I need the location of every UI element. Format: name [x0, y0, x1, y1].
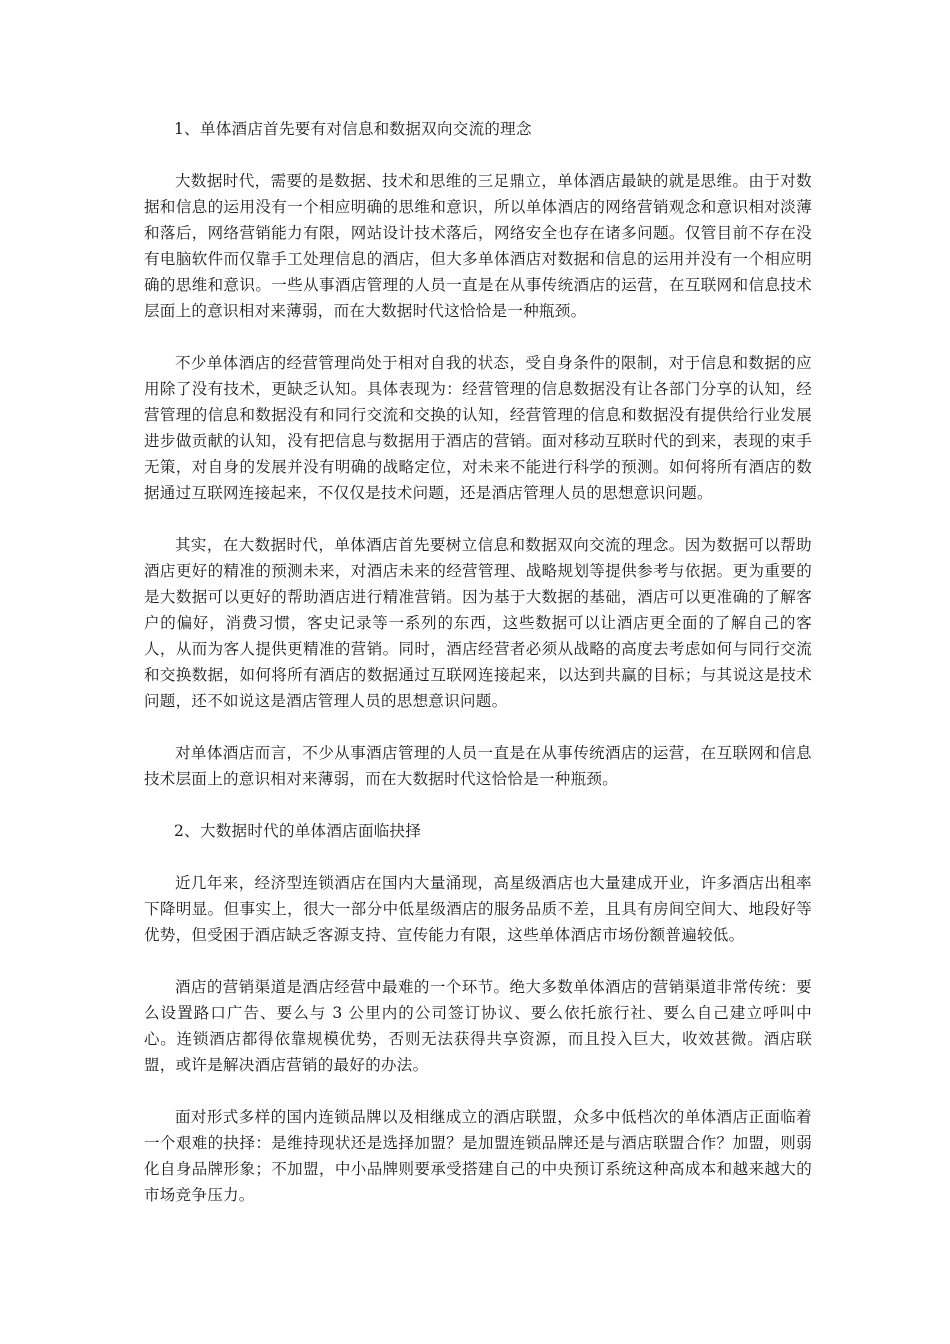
spacer	[144, 142, 812, 168]
paragraph-6: 酒店的营销渠道是酒店经营中最难的一个环节。绝大多数单体酒店的营销渠道非常传统：要么设置路口广告、要么与 3 公里内的公司签订协议、要么依托旅行社、要么自己建立呼叫中心。连锁酒店都得依靠规模优势，否则无法获得共享资源，而且投入巨大，收效甚微。酒店联盟，或许是解决酒店营销的最好的办法。	[144, 978, 812, 1074]
paragraph-5: 近几年来，经济型连锁酒店在国内大量涌现，高星级酒店也大量建成开业，许多酒店出租率下降明显。但事实上，很大一部分中低星级酒店的服务品质不差，且具有房间空间大、地段好等优势，但受困于酒店缺乏客源支持、宣传能力有限，这些单体酒店市场份额普遍较低。	[144, 874, 812, 944]
spacer	[144, 844, 812, 870]
spacer	[144, 1078, 812, 1104]
spacer	[144, 948, 812, 974]
spacer	[144, 714, 812, 740]
paragraph-2: 不少单体酒店的经营管理尚处于相对自我的状态，受自身条件的限制，对于信息和数据的应用除了没有技术，更缺乏认知。具体表现为：经营管理的信息数据没有让各部门分享的认知，经营管理的信息和数据没有和同行交流和交换的认知，经营管理的信息和数据没有提供给行业发展进步做贡献的认知，没有把信息与数据用于酒店的营销。面对移动互联时代的到来，表现的束手无策，对自身的发展并没有明确的战略定位，对未来不能进行科学的预测。如何将所有酒店的数据通过互联网连接起来，不仅仅是技术问题，还是酒店管理人员的思想意识问题。	[144, 354, 812, 502]
paragraph-1: 大数据时代，需要的是数据、技术和思维的三足鼎立，单体酒店最缺的就是思维。由于对数据和信息的运用没有一个相应明确的思维和意识，所以单体酒店的网络营销观念和意识相对淡薄和落后，网络营销能力有限，网站设计技术落后，网络安全也存在诸多问题。仅管目前不存在没有电脑软件而仅靠手工处理信息的酒店，但大多单体酒店对数据和信息的运用并没有一个相应明确的思维和意识。一些从事酒店管理的人员一直是在从事传统酒店的运营，在互联网和信息技术层面上的意识相对来薄弱，而在大数据时代这恰恰是一种瓶颈。	[144, 172, 812, 320]
section-heading-1: 1、单体酒店首先要有对信息和数据双向交流的理念	[174, 120, 532, 138]
paragraph-3: 其实，在大数据时代，单体酒店首先要树立信息和数据双向交流的理念。因为数据可以帮助酒店更好的精准的预测未来，对酒店未来的经营管理、战略规划等提供参考与依据。更为重要的是大数据可以更好的帮助酒店进行精准营销。因为基于大数据的基础，酒店可以更准确的了解客户的偏好，消费习惯，客史记录等一系列的东西，这些数据可以让酒店更全面的了解自己的客人，从而为客人提供更精准的营销。同时，酒店经营者必须从战略的高度去考虑如何与同行交流和交换数据，如何将所有酒店的数据通过互联网连接起来，以达到共赢的目标；与其说这是技术问题，还不如说这是酒店管理人员的思想意识问题。	[144, 536, 812, 710]
spacer	[144, 792, 812, 818]
section-heading-2: 2、大数据时代的单体酒店面临抉择	[174, 822, 422, 840]
paragraph-7: 面对形式多样的国内连锁品牌以及相继成立的酒店联盟，众多中低档次的单体酒店正面临着一个艰难的抉择：是维持现状还是选择加盟？是加盟连锁品牌还是与酒店联盟合作？加盟，则弱化自身品牌形象；不加盟，中小品牌则要承受搭建自己的中央预订系统这种高成本和越来越大的市场竞争压力。	[144, 1108, 812, 1204]
document-body	[144, 116, 812, 1208]
spacer	[144, 506, 812, 532]
paragraph-4: 对单体酒店而言，不少从事酒店管理的人员一直是在从事传统酒店的运营，在互联网和信息技术层面上的意识相对来薄弱，而在大数据时代这恰恰是一种瓶颈。	[144, 744, 812, 788]
spacer	[144, 324, 812, 350]
